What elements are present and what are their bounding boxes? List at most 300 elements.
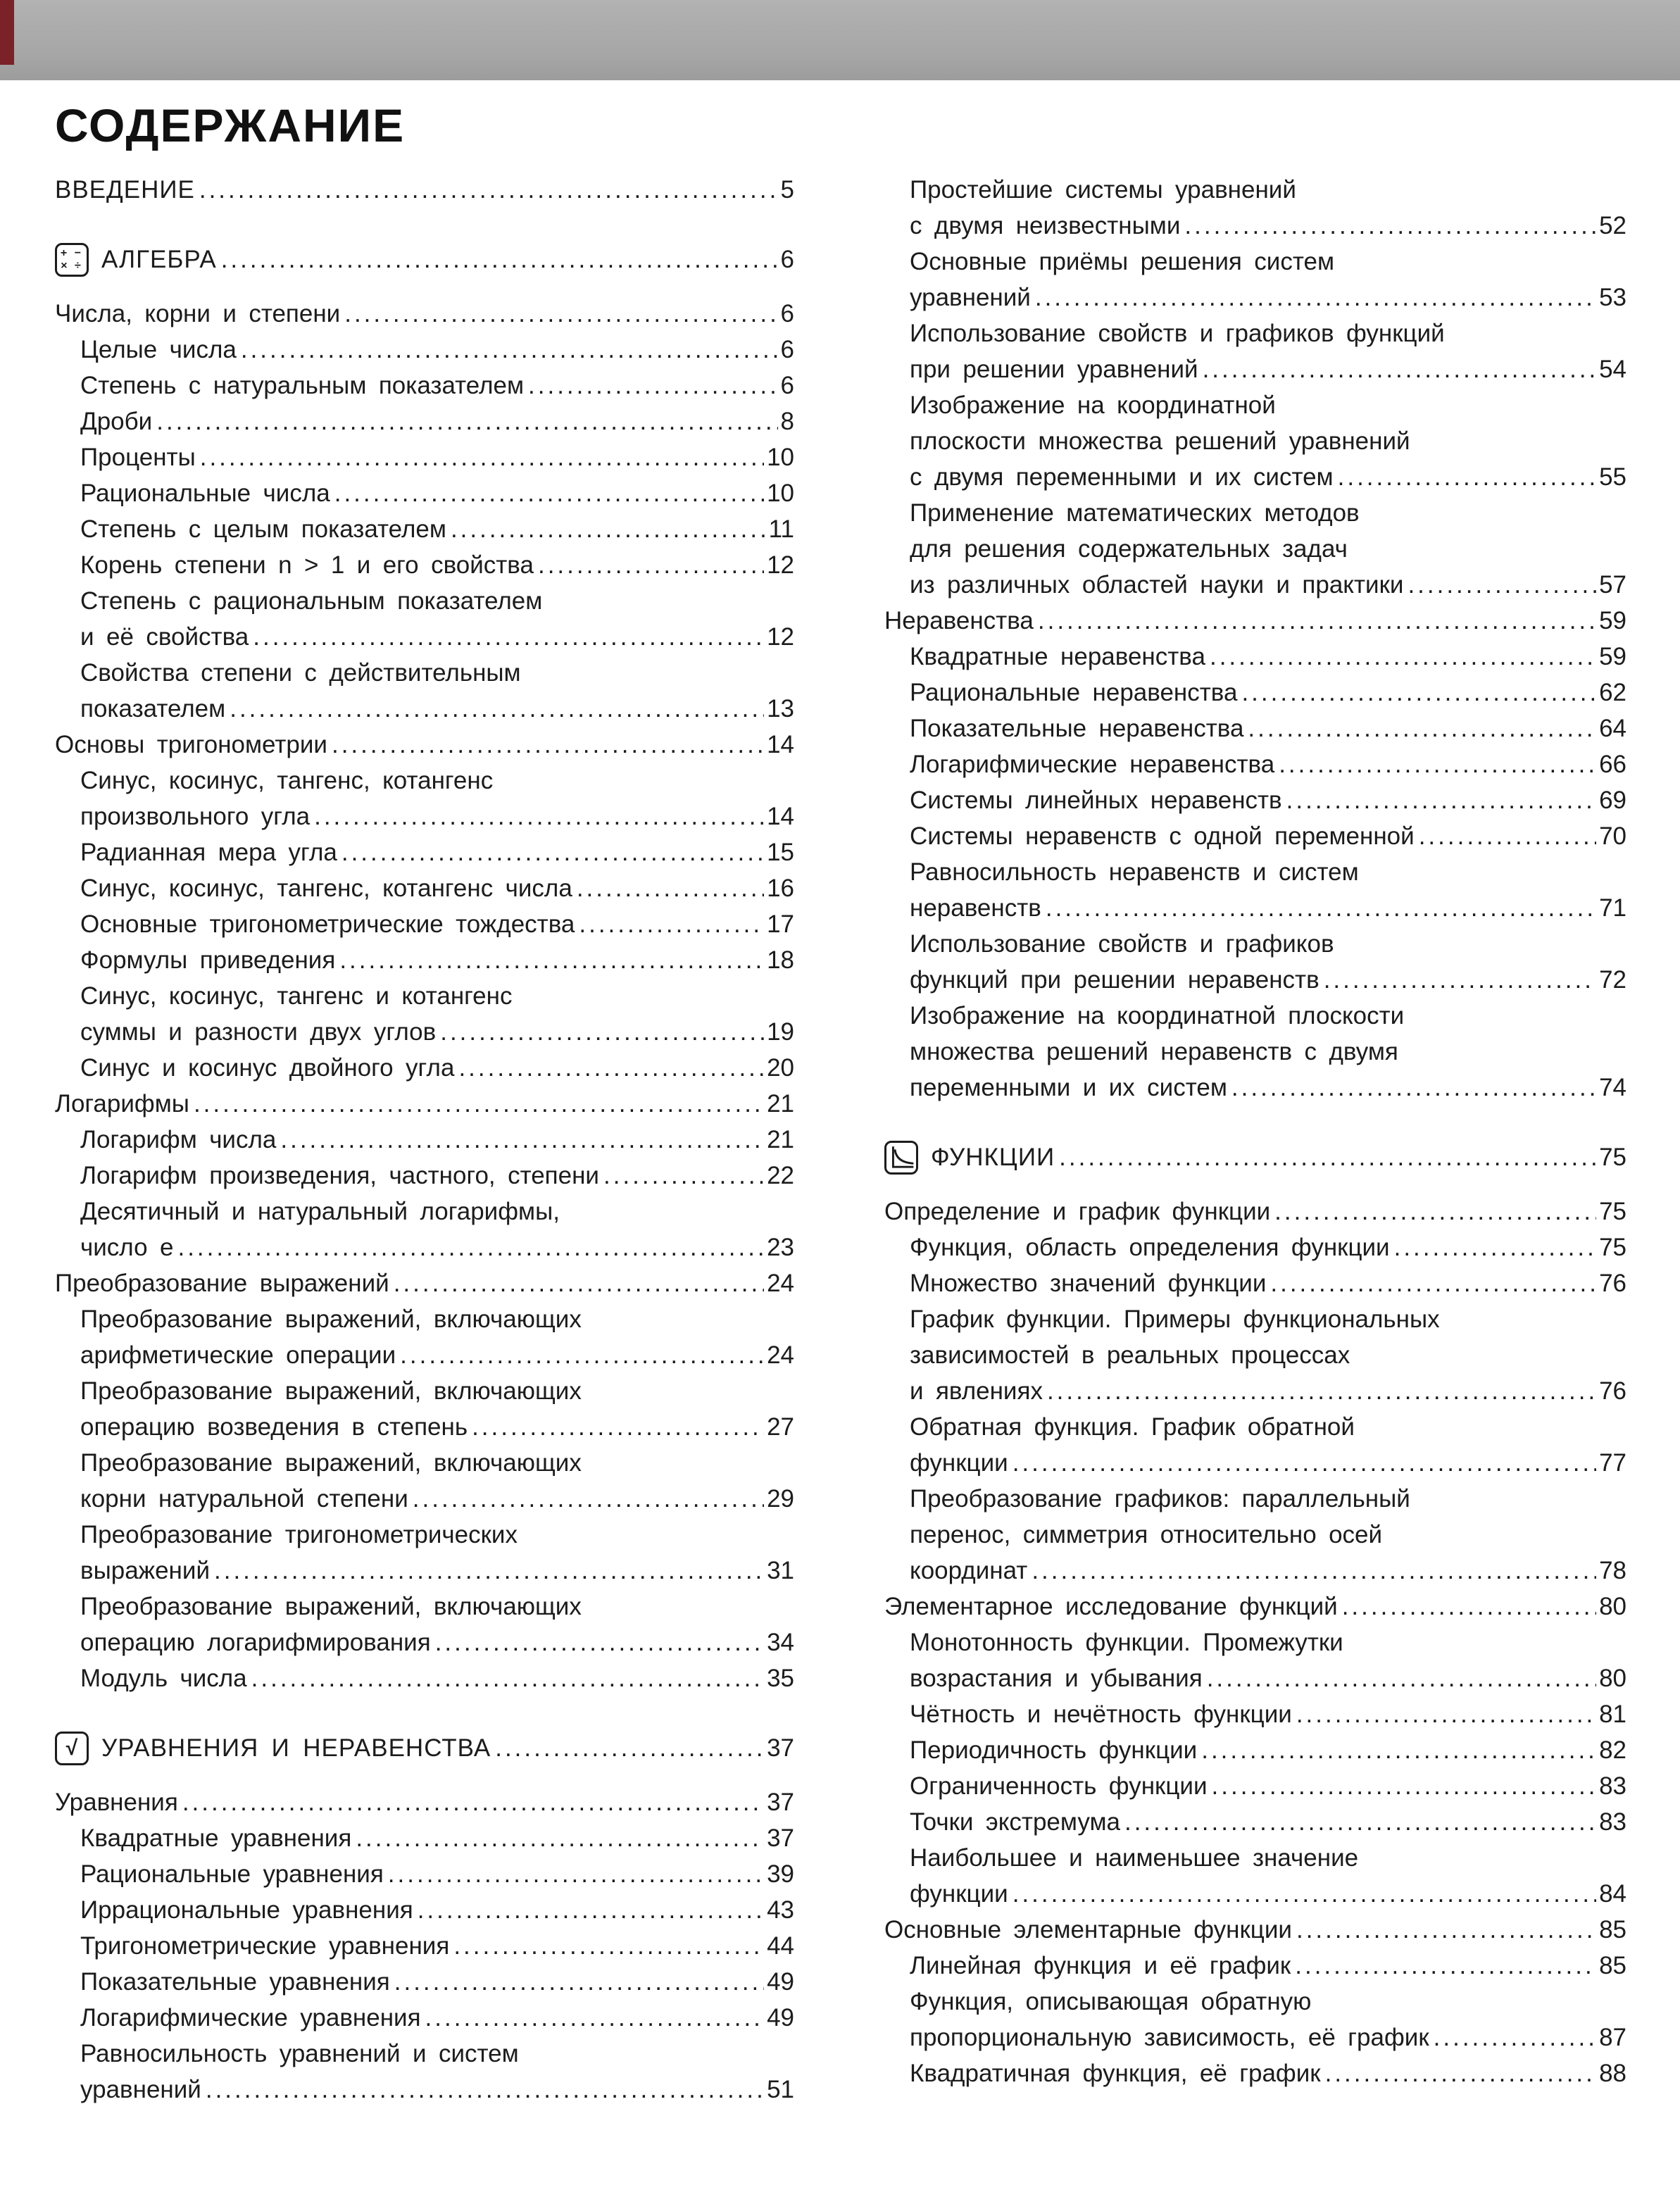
dot-leader: [528, 368, 778, 403]
dot-leader: [182, 1784, 764, 1820]
page-number: 22: [767, 1162, 794, 1189]
toc-sub-entry: [884, 315, 1626, 387]
dot-leader: [1286, 782, 1596, 818]
entry-text: произвольного угла: [80, 803, 311, 830]
page-number: 12: [767, 551, 794, 579]
dot-leader: [1296, 1912, 1596, 1948]
dot-leader: [334, 475, 764, 511]
toc-line: [910, 459, 1626, 495]
dot-leader: [177, 1229, 764, 1265]
page-number: 18: [767, 946, 794, 974]
toc-line: [80, 834, 794, 870]
page-number: 6: [780, 300, 794, 327]
dot-leader: [1241, 675, 1596, 710]
page-number: 75: [1599, 1198, 1626, 1225]
dot-leader: [280, 1122, 764, 1158]
toc-line: [80, 1122, 794, 1158]
page-number: 37: [767, 1734, 794, 1762]
entry-text: Квадратичная функция, её график: [910, 2060, 1321, 2087]
entry-text: Элементарное исследование функций: [884, 1593, 1338, 1620]
toc-line: [80, 691, 794, 727]
dot-leader: [435, 1624, 764, 1660]
page-number: 74: [1599, 1074, 1626, 1101]
toc-sub-entry: [55, 834, 794, 870]
toc-sub-entry: [884, 854, 1626, 926]
toc-line: [910, 998, 1626, 1034]
toc-line: [80, 1014, 794, 1050]
page-number: 21: [767, 1090, 794, 1117]
toc-section-entry: [55, 296, 794, 332]
toc-sub-entry: [55, 368, 794, 403]
sqrt-glyph: √: [65, 1736, 78, 1760]
toc-line: [80, 2000, 794, 2036]
entry-text: Основы тригонометрии: [55, 731, 327, 758]
toc-line: [910, 926, 1626, 962]
toc-section-entry: [884, 1912, 1626, 1948]
page-number: 24: [767, 1341, 794, 1369]
toc-sub-entry: [55, 1856, 794, 1892]
dot-leader: [1248, 710, 1596, 746]
page-number: 21: [767, 1126, 794, 1153]
entry-text: Множество значений функции: [910, 1270, 1267, 1297]
toc-line: [80, 1481, 794, 1517]
entry-text: ВВЕДЕНИЕ: [55, 176, 195, 204]
entry-text: неравенств: [910, 894, 1041, 922]
toc-sub-entry: [55, 1122, 794, 1158]
toc-sub-entry: [884, 1409, 1626, 1481]
toc-sub-entry: [55, 1928, 794, 1964]
page-number: 59: [1599, 643, 1626, 670]
entry-text: для решения содержательных задач: [910, 535, 1348, 563]
page-number: 75: [1599, 1144, 1626, 1171]
toc-line: [910, 1265, 1626, 1301]
toc-section-entry: [55, 1265, 794, 1301]
page-number: 23: [767, 1234, 794, 1261]
entry-text: Логарифмические уравнения: [80, 2004, 421, 2031]
page-number: 85: [1599, 1952, 1626, 1979]
toc-sub-entry: [55, 332, 794, 368]
page-number: 64: [1599, 715, 1626, 742]
dot-leader: [472, 1409, 764, 1445]
entry-text: функции: [910, 1880, 1008, 1908]
page-number: 37: [767, 1824, 794, 1852]
page-number: 39: [767, 1860, 794, 1888]
page-number: 54: [1599, 356, 1626, 383]
toc-line: [80, 1964, 794, 2000]
dot-leader: [1434, 2020, 1596, 2055]
plus-minus-glyph: + −: [60, 246, 84, 259]
toc-sub-entry: [55, 1964, 794, 2000]
toc-sub-entry: [55, 1820, 794, 1856]
dot-leader: [458, 1050, 764, 1086]
dot-leader: [341, 834, 764, 870]
entry-text: Преобразование выражений, включающих: [80, 1593, 582, 1620]
toc-line: [910, 1768, 1626, 1804]
toc-sub-entry: [55, 906, 794, 942]
page-number: 43: [767, 1896, 794, 1924]
dot-leader: [1296, 1696, 1596, 1732]
toc-line: [910, 1517, 1626, 1553]
toc-sub-entry: [55, 583, 794, 655]
dot-leader: [495, 1730, 764, 1766]
dot-leader: [1038, 603, 1596, 639]
toc-sub-entry: [55, 1445, 794, 1517]
toc-sub-entry: [55, 2000, 794, 2036]
toc-sub-entry: [55, 439, 794, 475]
toc-columns: [55, 172, 1626, 2108]
entry-text: операцию логарифмирования: [80, 1629, 431, 1656]
page-number: 51: [767, 2076, 794, 2103]
toc-line: [910, 818, 1626, 854]
toc-line: [910, 387, 1626, 423]
dot-leader: [418, 1892, 764, 1928]
toc-line: [910, 531, 1626, 567]
entry-text: Степень с целым показателем: [80, 515, 446, 543]
dot-leader: [425, 2000, 765, 2036]
toc-line: [55, 172, 794, 208]
dot-leader: [579, 906, 764, 942]
toc-line: [80, 1856, 794, 1892]
dot-leader: [577, 870, 764, 906]
spine-artifact: [0, 0, 14, 65]
entry-text: Показательные неравенства: [910, 715, 1244, 742]
toc-line: [910, 890, 1626, 926]
page-number: 77: [1599, 1449, 1626, 1477]
dot-leader: [388, 1856, 764, 1892]
toc-sub-entry: [55, 1517, 794, 1589]
entry-text: Основные элементарные функции: [884, 1916, 1292, 1943]
toc-column-left: [55, 172, 794, 2108]
page-number: 71: [1599, 894, 1626, 922]
toc-line: [80, 1892, 794, 1928]
page-number: 8: [780, 408, 794, 435]
toc-line: [80, 655, 794, 691]
dot-leader: [453, 1928, 764, 1964]
toc-line: [910, 351, 1626, 387]
entry-text: Преобразование тригонометрических: [80, 1521, 518, 1548]
page-number: 17: [767, 910, 794, 938]
toc-line: [80, 1517, 794, 1553]
toc-sub-entry: [884, 1948, 1626, 1984]
entry-text: Системы неравенств с одной переменной: [910, 822, 1415, 850]
page-number: 59: [1599, 607, 1626, 634]
entry-text: Логарифмы: [55, 1090, 189, 1117]
toc-sub-entry: [884, 1229, 1626, 1265]
dot-leader: [1394, 1229, 1596, 1265]
toc-line: [80, 1928, 794, 1964]
entry-text: Синус, косинус, тангенс, котангенс числа: [80, 875, 572, 902]
dot-leader: [400, 1337, 764, 1373]
entry-text: Неравенства: [884, 607, 1034, 634]
toc-line: [80, 439, 794, 475]
toc-line: [80, 1373, 794, 1409]
dot-leader: [1013, 1876, 1596, 1912]
page-number: 6: [780, 336, 794, 363]
entry-text: Равносильность неравенств и систем: [910, 858, 1359, 886]
page-title: СОДЕРЖАНИЕ: [55, 99, 406, 151]
dot-leader: [603, 1158, 764, 1194]
dot-leader: [1338, 459, 1596, 495]
toc-line: [910, 1553, 1626, 1589]
toc-sub-entry: [884, 2055, 1626, 2091]
toc-line: [910, 1070, 1626, 1106]
entry-text: переменными и их систем: [910, 1074, 1227, 1101]
page-number: 72: [1599, 966, 1626, 994]
entry-text: суммы и разности двух углов: [80, 1018, 437, 1046]
entry-text: Ограниченность функции: [910, 1772, 1208, 1800]
page-number: 19: [767, 1018, 794, 1046]
dot-leader: [200, 439, 764, 475]
page-number: 37: [767, 1789, 794, 1816]
toc-line: [80, 1445, 794, 1481]
entry-text: Проценты: [80, 444, 196, 471]
toc-sub-entry: [884, 1732, 1626, 1768]
toc-sub-entry: [55, 978, 794, 1050]
toc-line: [910, 1840, 1626, 1876]
toc-sub-entry: [55, 1373, 794, 1445]
dot-leader: [538, 547, 764, 583]
entry-text: с двумя переменными и их систем: [910, 463, 1334, 491]
toc-line: [910, 172, 1626, 208]
toc-sub-entry: [884, 926, 1626, 998]
page-number: 84: [1599, 1880, 1626, 1908]
toc-sub-entry: [55, 1194, 794, 1265]
page-number: 88: [1599, 2060, 1626, 2087]
dot-leader: [241, 332, 778, 368]
toc-line: [80, 547, 794, 583]
toc-line: [55, 1265, 794, 1301]
toc-line: [910, 782, 1626, 818]
toc-sub-entry: [884, 1840, 1626, 1912]
toc-line: [910, 1984, 1626, 2020]
entry-text: Дроби: [80, 408, 153, 435]
dot-leader: [253, 619, 764, 655]
toc-line: [910, 675, 1626, 710]
entry-text: Квадратные неравенства: [910, 643, 1205, 670]
toc-sub-entry: [55, 1892, 794, 1928]
toc-sub-entry: [884, 172, 1626, 244]
entry-text: число e: [80, 1234, 174, 1261]
dot-leader: [440, 1014, 764, 1050]
dot-leader: [1207, 1660, 1596, 1696]
toc-line: [910, 1804, 1626, 1840]
toc-line: [80, 368, 794, 403]
toc-sub-entry: [884, 1696, 1626, 1732]
toc-line: [80, 1624, 794, 1660]
entry-text: с двумя неизвестными: [910, 212, 1181, 239]
sqrt-icon: [55, 1732, 89, 1765]
entry-text: Целые числа: [80, 336, 237, 363]
toc-line: [80, 870, 794, 906]
toc-sub-entry: [55, 511, 794, 547]
toc-column-right: [884, 172, 1626, 2108]
toc-line: [80, 1553, 794, 1589]
dot-leader: [1035, 280, 1596, 315]
page-number: 66: [1599, 751, 1626, 778]
toc-line: [80, 475, 794, 511]
page-number: 76: [1599, 1270, 1626, 1297]
toc-line: [910, 1301, 1626, 1337]
page-number: 12: [767, 623, 794, 651]
entry-text: Функция, область определения функции: [910, 1234, 1390, 1261]
toc-line: [910, 1696, 1626, 1732]
entry-text: Формулы приведения: [80, 946, 336, 974]
dot-leader: [1184, 208, 1596, 244]
entry-text: Линейная функция и её график: [910, 1952, 1291, 1979]
entry-text: Наибольшее и наименьшее значение: [910, 1844, 1359, 1872]
page-number: 53: [1599, 284, 1626, 311]
entry-text: Рациональные неравенства: [910, 679, 1238, 706]
dot-leader: [356, 1820, 764, 1856]
dot-leader: [1325, 2055, 1596, 2091]
entry-text: Иррациональные уравнения: [80, 1896, 413, 1924]
toc-sub-entry: [55, 1660, 794, 1696]
entry-text: Степень с натуральным показателем: [80, 372, 525, 399]
dot-leader: [1046, 890, 1596, 926]
toc-sub-entry: [55, 547, 794, 583]
dot-leader: [1212, 1768, 1597, 1804]
toc-line: [80, 1589, 794, 1624]
page-number: 80: [1599, 1593, 1626, 1620]
dot-leader: [1270, 1265, 1596, 1301]
toc-line: [55, 1784, 794, 1820]
toc-sub-entry: [884, 818, 1626, 854]
toc-line: [80, 1660, 794, 1696]
entry-text: Рациональные уравнения: [80, 1860, 384, 1888]
toc-line: [80, 1158, 794, 1194]
entry-text: при решении уравнений: [910, 356, 1198, 383]
dot-leader: [394, 1265, 764, 1301]
entry-text: Функция, описывающая обратную: [910, 1988, 1312, 2015]
toc-line: [80, 2072, 794, 2108]
page-number: 11: [768, 515, 794, 543]
entry-text: координат: [910, 1557, 1028, 1584]
dot-leader: [1342, 1589, 1596, 1624]
toc-section-entry: [55, 1784, 794, 1820]
toc-sub-entry: [884, 1301, 1626, 1409]
entry-text: Десятичный и натуральный логарифмы,: [80, 1198, 560, 1225]
toc-line: [910, 639, 1626, 675]
entry-text: Радианная мера угла: [80, 839, 337, 866]
dot-leader: [344, 296, 777, 332]
entry-text: Модуль числа: [80, 1665, 247, 1692]
entry-text: Системы линейных неравенств: [910, 787, 1282, 814]
entry-text: Свойства степени с действительным: [80, 659, 521, 687]
toc-sub-entry: [55, 763, 794, 834]
entry-text: Изображение на координатной плоскости: [910, 1002, 1405, 1029]
dot-leader: [1047, 1373, 1596, 1409]
page-number: 14: [767, 731, 794, 758]
page-number: 13: [767, 695, 794, 722]
entry-text: Обратная функция. График обратной: [910, 1413, 1355, 1441]
toc-sub-entry: [884, 495, 1626, 603]
toc-line: [910, 1229, 1626, 1265]
toc-line: [55, 1730, 794, 1766]
entry-text: Простейшие системы уравнений: [910, 176, 1296, 204]
entry-text: Периодичность функции: [910, 1736, 1198, 1764]
entry-text: функции: [910, 1449, 1008, 1477]
toc-line: [80, 906, 794, 942]
entry-text: Использование свойств и графиков: [910, 930, 1334, 958]
page-number: 69: [1599, 787, 1626, 814]
entry-text: Точки экстремума: [910, 1808, 1120, 1836]
entry-text: Монотонность функции. Промежутки: [910, 1629, 1343, 1656]
toc-line: [910, 962, 1626, 998]
entry-text: пропорциональную зависимость, её график: [910, 2024, 1429, 2051]
entry-text: Основные тригонометрические тождества: [80, 910, 575, 938]
page-number: 83: [1599, 1772, 1626, 1800]
toc-line: [884, 1589, 1626, 1624]
toc-sub-entry: [55, 1050, 794, 1086]
toc-chapter-entry: [55, 1730, 794, 1766]
dot-leader: [1419, 818, 1596, 854]
page-number: 15: [767, 839, 794, 866]
entry-text: Чётность и нечётность функции: [910, 1701, 1292, 1728]
toc-line: [910, 1445, 1626, 1481]
toc-line: [910, 567, 1626, 603]
entry-text: ФУНКЦИИ: [931, 1144, 1055, 1171]
entry-text: Квадратные уравнения: [80, 1824, 352, 1852]
toc-line: [910, 1034, 1626, 1070]
entry-text: корни натуральной степени: [80, 1485, 408, 1513]
page-number: 6: [780, 246, 794, 273]
dot-leader: [214, 1553, 764, 1589]
toc-line: [910, 244, 1626, 280]
toc-line: [80, 978, 794, 1014]
entry-text: Изображение на координатной: [910, 392, 1276, 419]
dot-leader: [1295, 1948, 1596, 1984]
page-number: 81: [1599, 1701, 1626, 1728]
dot-leader: [1203, 351, 1596, 387]
entry-text: зависимостей в реальных процессах: [910, 1341, 1350, 1369]
entry-text: из различных областей науки и практики: [910, 571, 1404, 599]
dot-leader: [1274, 1194, 1596, 1229]
dot-leader: [156, 403, 777, 439]
toc-line: [80, 511, 794, 547]
toc-line: [910, 1481, 1626, 1517]
toc-line: [910, 1876, 1626, 1912]
page-number: 35: [767, 1665, 794, 1692]
toc-line: [55, 1086, 794, 1122]
toc-sub-entry: [55, 403, 794, 439]
entry-text: Тригонометрические уравнения: [80, 1932, 450, 1960]
toc-line: [80, 583, 794, 619]
page-number: 49: [767, 1968, 794, 1996]
dot-leader: [1279, 746, 1596, 782]
page-number: 34: [767, 1629, 794, 1656]
toc-section-entry: [884, 603, 1626, 639]
toc-line: [55, 727, 794, 763]
toc-chapter-entry: [55, 242, 794, 277]
page-number: 16: [767, 875, 794, 902]
dot-leader: [1059, 1139, 1596, 1175]
dot-leader: [194, 1086, 764, 1122]
page-number: 55: [1599, 463, 1626, 491]
dot-leader: [1032, 1553, 1596, 1589]
entry-text: Равносильность уравнений и систем: [80, 2040, 519, 2067]
entry-text: Корень степени n > 1 и его свойства: [80, 551, 534, 579]
page-header-band: [0, 0, 1680, 80]
entry-text: Преобразование выражений, включающих: [80, 1449, 582, 1477]
entry-text: и её свойства: [80, 623, 249, 651]
toc-page: [55, 100, 1626, 2108]
page-number: 82: [1599, 1736, 1626, 1764]
entry-text: УРАВНЕНИЯ И НЕРАВЕНСТВА: [101, 1734, 491, 1762]
dot-leader: [1408, 567, 1596, 603]
entry-text: уравнений: [910, 284, 1031, 311]
toc-line: [80, 1337, 794, 1373]
dot-leader: [332, 727, 764, 763]
